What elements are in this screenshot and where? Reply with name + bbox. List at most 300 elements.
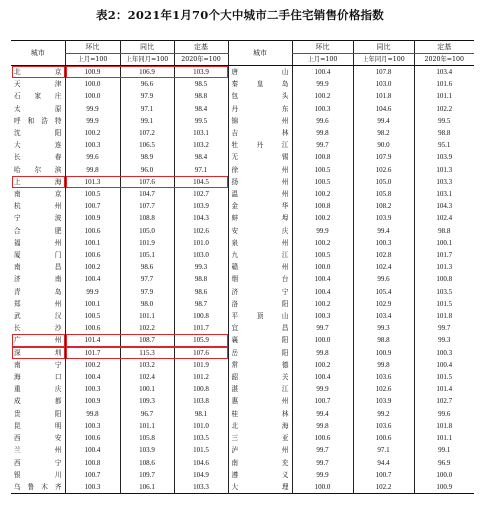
tongbi-cell-right: 107.9 xyxy=(353,151,414,163)
huanbi-cell-right: 100.4 xyxy=(292,371,353,383)
dingji-cell-right: 101.5 xyxy=(414,371,474,383)
tongbi-cell-right: 99.4 xyxy=(353,115,414,127)
header-row xyxy=(11,41,474,54)
tongbi-cell-right: 99.4 xyxy=(353,225,414,237)
huanbi-cell: 100.6 xyxy=(65,225,120,237)
dingji-cell: 103.2 xyxy=(174,139,228,151)
huanbi-header: 环比 xyxy=(65,41,120,54)
tongbi-cell-right: 103.6 xyxy=(353,420,414,432)
huanbi-cell: 99.9 xyxy=(65,115,120,127)
tongbi-cell: 108.8 xyxy=(120,212,174,224)
dingji-cell-right: 101.3 xyxy=(414,261,474,273)
city-cell: 贵 阳 xyxy=(14,409,62,418)
huanbi-cell-right: 100.5 xyxy=(292,249,353,261)
table-row xyxy=(11,164,474,176)
city-cell: 沈 阳 xyxy=(14,129,62,138)
huanbi-cell-right: 100.8 xyxy=(292,151,353,163)
dingji-cell: 104.3 xyxy=(174,212,228,224)
table-body xyxy=(11,66,474,494)
huanbi-cell: 99.8 xyxy=(65,408,120,420)
tongbi-cell: 96.6 xyxy=(120,78,174,90)
table-title: 表2：2021年1月70个大中城市二手住宅销售价格指数 xyxy=(96,8,384,22)
huanbi-cell: 100.7 xyxy=(65,469,120,481)
dingji-cell-right: 104.3 xyxy=(414,200,474,212)
dingji-cell-right: 98.8 xyxy=(414,225,474,237)
dingji-cell-right: 101.5 xyxy=(414,298,474,310)
huanbi-cell: 100.0 xyxy=(65,78,120,90)
table-row xyxy=(11,139,474,151)
city-cell: 重 庆 xyxy=(14,385,62,394)
dingji-cell-right: 99.7 xyxy=(414,322,474,334)
tongbi-cell-right: 103.4 xyxy=(353,310,414,322)
city-header: 城市 xyxy=(11,41,65,66)
huanbi-cell: 100.0 xyxy=(65,90,120,102)
dingji-cell: 98.4 xyxy=(174,103,228,115)
tongbi-cell-right: 90.0 xyxy=(353,139,414,151)
tongbi-cell-right: 99.8 xyxy=(353,359,414,371)
dingji-cell-right: 101.6 xyxy=(414,78,474,90)
city-cell-right: 韶 关 xyxy=(228,371,292,383)
city-cell-right: 常 德 xyxy=(228,359,292,371)
dingji-cell-right: 95.1 xyxy=(414,139,474,151)
dingji-cell-right: 100.9 xyxy=(414,481,474,494)
huanbi-cell: 100.7 xyxy=(65,200,120,212)
table-row xyxy=(11,176,474,188)
huanbi-cell-right: 99.9 xyxy=(292,78,353,90)
city-cell-right: 洛 阳 xyxy=(228,298,292,310)
dingji-cell: 99.5 xyxy=(174,115,228,127)
tongbi-cell-right: 108.2 xyxy=(353,200,414,212)
huanbi-cell: 100.4 xyxy=(65,444,120,456)
dingji-cell-right: 103.4 xyxy=(414,66,474,79)
table-row xyxy=(11,444,474,456)
dingji-cell: 98.1 xyxy=(174,408,228,420)
tongbi-cell-right: 105.8 xyxy=(353,188,414,200)
tongbi-cell: 98.0 xyxy=(120,298,174,310)
dingji-cell-right: 100.4 xyxy=(414,359,474,371)
tongbi-cell: 97.9 xyxy=(120,286,174,298)
huanbi-cell-right: 99.8 xyxy=(292,127,353,139)
city-header-right: 城市 xyxy=(228,41,292,66)
tongbi-cell: 102.2 xyxy=(120,322,174,334)
table-row xyxy=(11,371,474,383)
city-cell-right: 三 亚 xyxy=(228,432,292,444)
tongbi-cell-right: 103.6 xyxy=(353,371,414,383)
table-row xyxy=(11,334,474,346)
huanbi-cell-right: 99.9 xyxy=(292,225,353,237)
huanbi-cell-right: 99.8 xyxy=(292,347,353,359)
tongbi-cell-right: 101.8 xyxy=(353,90,414,102)
huanbi-cell: 100.4 xyxy=(65,273,120,285)
tongbi-cell-right: 103.0 xyxy=(353,78,414,90)
tongbi-cell: 97.7 xyxy=(120,273,174,285)
tongbi-cell: 108.6 xyxy=(120,457,174,469)
huanbi-cell: 100.5 xyxy=(65,188,120,200)
tongbi-cell-right: 98.2 xyxy=(353,127,414,139)
city-cell: 南 昌 xyxy=(14,263,62,272)
tongbi-cell: 107.6 xyxy=(120,176,174,188)
city-cell: 深 圳 xyxy=(14,348,62,357)
city-cell: 北 京 xyxy=(14,68,62,76)
table-row xyxy=(11,249,474,261)
city-cell: 银 川 xyxy=(14,470,62,479)
table-row xyxy=(11,273,474,285)
city-cell-right: 锦 州 xyxy=(228,115,292,127)
city-cell-right: 九 江 xyxy=(228,249,292,261)
huanbi-cell-right: 100.5 xyxy=(292,176,353,188)
city-cell-right: 赣 州 xyxy=(228,261,292,273)
dingji-cell: 103.9 xyxy=(174,200,228,212)
dingji-cell-right: 102.4 xyxy=(414,212,474,224)
dingji-cell: 105.9 xyxy=(174,334,228,346)
tongbi-cell-right: 99.3 xyxy=(353,322,414,334)
table-row xyxy=(11,298,474,310)
table-row xyxy=(11,151,474,163)
city-cell: 成 都 xyxy=(14,397,62,406)
tongbi-cell: 101.1 xyxy=(120,420,174,432)
tongbi-header-right: 同比 xyxy=(353,41,414,54)
tongbi-cell-right: 94.4 xyxy=(353,457,414,469)
city-cell-right: 包 头 xyxy=(228,90,292,102)
dingji-cell-right: 99.6 xyxy=(414,408,474,420)
city-cell: 呼和浩特 xyxy=(14,116,62,125)
city-cell-right: 唐 山 xyxy=(228,66,292,79)
city-cell-right: 泸 州 xyxy=(228,444,292,456)
tongbi-cell-right: 97.1 xyxy=(353,444,414,456)
city-cell: 厦 门 xyxy=(14,251,62,260)
tongbi-cell: 107.2 xyxy=(120,127,174,139)
huanbi-cell-right: 99.7 xyxy=(292,457,353,469)
dingji-cell-right: 99.1 xyxy=(414,444,474,456)
huanbi-cell: 99.9 xyxy=(65,103,120,115)
huanbi-cell-right: 100.4 xyxy=(292,286,353,298)
table-row xyxy=(11,212,474,224)
tongbi-cell: 105.1 xyxy=(120,249,174,261)
dingji-cell: 103.9 xyxy=(174,66,228,79)
dingji-cell: 101.5 xyxy=(174,444,228,456)
city-cell-right: 济 宁 xyxy=(228,286,292,298)
dingji-cell-right: 101.3 xyxy=(414,164,474,176)
city-cell: 上 海 xyxy=(14,177,62,186)
tongbi-cell-right: 103.9 xyxy=(353,212,414,224)
table-row xyxy=(11,469,474,481)
dingji-cell: 101.0 xyxy=(174,237,228,249)
huanbi-cell-right: 100.2 xyxy=(292,212,353,224)
city-cell: 兰 州 xyxy=(14,446,62,455)
table-row xyxy=(11,383,474,395)
dingji-cell: 103.5 xyxy=(174,432,228,444)
dingji-cell-right: 100.8 xyxy=(414,273,474,285)
huanbi-cell-right: 100.0 xyxy=(292,261,353,273)
dingji-cell: 98.8 xyxy=(174,273,228,285)
dingji-base-right: 2020年=100 xyxy=(414,54,474,66)
huanbi-cell: 100.4 xyxy=(65,371,120,383)
city-cell: 长 沙 xyxy=(14,324,62,333)
huanbi-cell: 100.3 xyxy=(65,383,120,395)
huanbi-cell-right: 100.2 xyxy=(292,237,353,249)
table-row xyxy=(11,78,474,90)
table-row xyxy=(11,237,474,249)
city-cell: 乌鲁木齐 xyxy=(14,482,62,491)
huanbi-cell: 101.3 xyxy=(65,176,120,188)
huanbi-cell-right: 100.5 xyxy=(292,164,353,176)
tongbi-cell: 103.2 xyxy=(120,359,174,371)
dingji-cell-right: 101.1 xyxy=(414,432,474,444)
tongbi-cell: 104.7 xyxy=(120,188,174,200)
huanbi-cell-right: 99.8 xyxy=(292,420,353,432)
huanbi-cell: 100.8 xyxy=(65,457,120,469)
huanbi-cell-right: 99.6 xyxy=(292,115,353,127)
city-cell: 天 津 xyxy=(14,80,62,89)
city-cell: 青 岛 xyxy=(14,287,62,296)
tongbi-cell: 97.1 xyxy=(120,103,174,115)
city-cell-right: 秦皇岛 xyxy=(228,78,292,90)
city-cell-right: 湛 江 xyxy=(228,383,292,395)
dingji-cell: 103.3 xyxy=(174,481,228,494)
huanbi-cell-right: 100.3 xyxy=(292,310,353,322)
huanbi-cell-right: 100.4 xyxy=(292,66,353,79)
huanbi-cell-right: 99.7 xyxy=(292,139,353,151)
huanbi-cell-right: 100.3 xyxy=(292,103,353,115)
tongbi-cell-right: 102.2 xyxy=(353,481,414,494)
huanbi-cell: 100.3 xyxy=(65,420,120,432)
huanbi-cell-right: 100.2 xyxy=(292,188,353,200)
dingji-cell-right: 103.9 xyxy=(414,151,474,163)
table-row xyxy=(11,481,474,494)
city-cell-right: 徐 州 xyxy=(228,164,292,176)
huanbi-cell: 101.4 xyxy=(65,334,120,346)
dingji-cell: 101.7 xyxy=(174,322,228,334)
huanbi-cell: 101.7 xyxy=(65,347,120,359)
huanbi-cell: 100.9 xyxy=(65,66,120,79)
city-cell: 南 京 xyxy=(14,190,62,199)
tongbi-cell-right: 104.6 xyxy=(353,103,414,115)
dingji-cell-right: 96.9 xyxy=(414,457,474,469)
tongbi-cell: 108.7 xyxy=(120,334,174,346)
city-cell-right: 蚌 埠 xyxy=(228,212,292,224)
tongbi-cell: 103.9 xyxy=(120,444,174,456)
dingji-cell: 100.8 xyxy=(174,310,228,322)
tongbi-header: 同比 xyxy=(120,41,174,54)
tongbi-cell-right: 98.8 xyxy=(353,334,414,346)
tongbi-cell-right: 100.9 xyxy=(353,347,414,359)
huanbi-cell: 100.3 xyxy=(65,139,120,151)
city-cell-right: 牡丹江 xyxy=(228,139,292,151)
dingji-cell: 98.4 xyxy=(174,151,228,163)
table-row xyxy=(11,261,474,273)
city-cell-right: 宜 昌 xyxy=(228,322,292,334)
city-cell-right: 扬 州 xyxy=(228,176,292,188)
dingji-cell-right: 99.5 xyxy=(414,115,474,127)
tongbi-cell-right: 102.6 xyxy=(353,383,414,395)
tongbi-cell-right: 107.8 xyxy=(353,66,414,79)
tongbi-cell: 100.1 xyxy=(120,383,174,395)
tongbi-cell-right: 100.3 xyxy=(353,237,414,249)
tongbi-cell: 96.7 xyxy=(120,408,174,420)
tongbi-cell: 98.9 xyxy=(120,151,174,163)
dingji-cell-right: 103.5 xyxy=(414,286,474,298)
tongbi-cell: 115.3 xyxy=(120,347,174,359)
dingji-cell-right: 101.7 xyxy=(414,249,474,261)
city-cell-right: 平顶山 xyxy=(228,310,292,322)
huanbi-cell: 100.1 xyxy=(65,237,120,249)
huanbi-cell-right: 99.7 xyxy=(292,444,353,456)
dingji-cell: 98.6 xyxy=(174,286,228,298)
city-cell: 长 春 xyxy=(14,153,62,162)
city-cell-right: 温 州 xyxy=(228,188,292,200)
dingji-cell-right: 101.8 xyxy=(414,310,474,322)
city-cell: 西 安 xyxy=(14,434,62,443)
huanbi-cell-right: 100.0 xyxy=(292,481,353,494)
tongbi-cell-right: 105.4 xyxy=(353,286,414,298)
table-row xyxy=(11,420,474,432)
huanbi-cell: 100.5 xyxy=(65,310,120,322)
city-cell: 石家庄 xyxy=(14,92,62,101)
table-row xyxy=(11,103,474,115)
table-row xyxy=(11,322,474,334)
dingji-cell: 103.0 xyxy=(174,249,228,261)
tongbi-cell: 102.4 xyxy=(120,371,174,383)
city-cell-right: 遵 义 xyxy=(228,469,292,481)
huanbi-cell: 99.9 xyxy=(65,286,120,298)
huanbi-cell-right: 99.7 xyxy=(292,322,353,334)
dingji-cell: 102.7 xyxy=(174,188,228,200)
huanbi-cell-right: 100.0 xyxy=(292,334,353,346)
dingji-cell: 97.1 xyxy=(174,164,228,176)
table-row xyxy=(11,225,474,237)
dingji-cell: 101.9 xyxy=(174,359,228,371)
dingji-cell: 100.8 xyxy=(174,383,228,395)
huanbi-cell-right: 100.8 xyxy=(292,200,353,212)
city-cell: 太 原 xyxy=(14,104,62,113)
price-index-table xyxy=(11,40,474,494)
city-cell: 合 肥 xyxy=(14,226,62,235)
dingji-cell: 101.0 xyxy=(174,420,228,432)
city-cell-right: 大 理 xyxy=(228,481,292,494)
dingji-header-right: 定基 xyxy=(414,41,474,54)
huanbi-cell: 100.6 xyxy=(65,249,120,261)
huanbi-cell: 100.9 xyxy=(65,395,120,407)
dingji-cell-right: 103.1 xyxy=(414,188,474,200)
dingji-cell-right: 98.8 xyxy=(414,127,474,139)
tongbi-base: 上年同月=100 xyxy=(120,54,174,66)
tongbi-cell-right: 102.4 xyxy=(353,261,414,273)
dingji-cell: 103.1 xyxy=(174,127,228,139)
city-cell: 大 连 xyxy=(14,141,62,150)
dingji-cell: 104.6 xyxy=(174,457,228,469)
tongbi-cell-right: 100.6 xyxy=(353,432,414,444)
city-cell: 广 州 xyxy=(14,336,62,345)
city-cell: 宁 波 xyxy=(14,214,62,223)
dingji-cell-right: 102.7 xyxy=(414,395,474,407)
tongbi-cell: 107.7 xyxy=(120,200,174,212)
dingji-cell-right: 100.1 xyxy=(414,237,474,249)
table-row xyxy=(11,347,474,359)
huanbi-cell: 100.3 xyxy=(65,481,120,494)
city-cell: 海 口 xyxy=(14,373,62,382)
city-cell: 济 南 xyxy=(14,275,62,284)
city-cell-right: 丹 东 xyxy=(228,103,292,115)
table-row xyxy=(11,395,474,407)
tongbi-cell-right: 102.6 xyxy=(353,164,414,176)
tongbi-cell: 106.9 xyxy=(120,66,174,79)
dingji-cell-right: 102.2 xyxy=(414,103,474,115)
city-cell-right: 烟 台 xyxy=(228,273,292,285)
dingji-cell: 104.9 xyxy=(174,469,228,481)
tongbi-cell-right: 105.0 xyxy=(353,176,414,188)
huanbi-cell: 100.6 xyxy=(65,322,120,334)
city-cell: 杭 州 xyxy=(14,202,62,211)
tongbi-cell: 105.0 xyxy=(120,225,174,237)
dingji-base: 2020年=100 xyxy=(174,54,228,66)
dingji-cell: 104.5 xyxy=(174,176,228,188)
dingji-cell: 98.8 xyxy=(174,90,228,102)
table-row xyxy=(11,310,474,322)
table-row xyxy=(11,188,474,200)
huanbi-base: 上月=100 xyxy=(65,54,120,66)
city-cell-right: 桂 林 xyxy=(228,408,292,420)
huanbi-cell: 100.2 xyxy=(65,261,120,273)
huanbi-cell-right: 100.4 xyxy=(292,273,353,285)
dingji-cell: 103.8 xyxy=(174,395,228,407)
dingji-cell: 101.2 xyxy=(174,371,228,383)
city-cell: 郑 州 xyxy=(14,299,62,308)
dingji-cell: 98.5 xyxy=(174,78,228,90)
table-row xyxy=(11,90,474,102)
table-row xyxy=(11,115,474,127)
dingji-header: 定基 xyxy=(174,41,228,54)
city-cell: 福 州 xyxy=(14,238,62,247)
table-row xyxy=(11,457,474,469)
tongbi-cell-right: 102.9 xyxy=(353,298,414,310)
dingji-cell: 107.6 xyxy=(174,347,228,359)
table-row xyxy=(11,127,474,139)
city-cell-right: 金 华 xyxy=(228,200,292,212)
tongbi-cell: 109.3 xyxy=(120,395,174,407)
table-row xyxy=(11,432,474,444)
dingji-cell: 99.3 xyxy=(174,261,228,273)
huanbi-cell: 99.6 xyxy=(65,151,120,163)
tongbi-cell: 101.9 xyxy=(120,237,174,249)
city-cell: 西 宁 xyxy=(14,458,62,467)
tongbi-cell: 97.9 xyxy=(120,90,174,102)
city-cell-right: 无 锡 xyxy=(228,151,292,163)
city-cell-right: 惠 州 xyxy=(228,395,292,407)
huanbi-cell: 100.1 xyxy=(65,298,120,310)
huanbi-cell-right: 100.7 xyxy=(292,395,353,407)
huanbi-cell: 100.6 xyxy=(65,432,120,444)
huanbi-cell-right: 100.6 xyxy=(292,432,353,444)
huanbi-cell: 99.8 xyxy=(65,164,120,176)
tongbi-base-right: 上年同月=100 xyxy=(353,54,414,66)
dingji-cell-right: 100.0 xyxy=(414,469,474,481)
dingji-cell: 102.6 xyxy=(174,225,228,237)
dingji-cell-right: 99.3 xyxy=(414,334,474,346)
huanbi-cell-right: 100.2 xyxy=(292,298,353,310)
huanbi-cell: 100.9 xyxy=(65,212,120,224)
dingji-cell-right: 101.4 xyxy=(414,383,474,395)
table-row xyxy=(11,286,474,298)
city-cell-right: 北 海 xyxy=(228,420,292,432)
dingji-cell-right: 101.1 xyxy=(414,90,474,102)
tongbi-cell: 96.0 xyxy=(120,164,174,176)
table-row xyxy=(11,359,474,371)
huanbi-header-right: 环比 xyxy=(292,41,353,54)
tongbi-cell: 98.6 xyxy=(120,261,174,273)
huanbi-cell: 100.2 xyxy=(65,127,120,139)
tongbi-cell-right: 103.9 xyxy=(353,395,414,407)
table-row xyxy=(11,408,474,420)
